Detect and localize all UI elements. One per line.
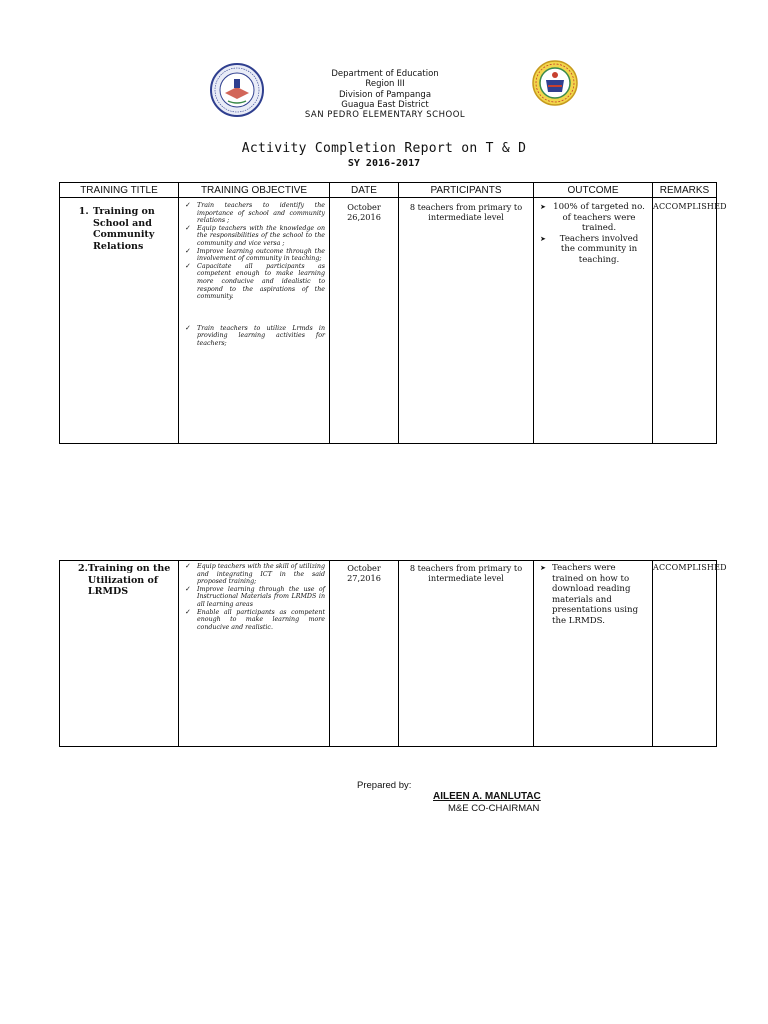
col-header-date: DATE — [330, 183, 399, 198]
col-header-remarks: REMARKS — [653, 183, 717, 198]
participants-cell: 8 teachers from primary to intermediate level — [399, 198, 534, 444]
objective-item: ✓ Improve learning outcome through the involvement of community in teaching; — [197, 248, 325, 263]
training-title-cell — [60, 561, 179, 747]
objective-item: ✓ Enable all participants as competent enough to make learning more conducive and realistic. — [197, 609, 325, 632]
remarks-cell: ACCOMPLISHED — [653, 198, 717, 444]
col-header-outcome: OUTCOME — [534, 183, 653, 198]
outcome-cell — [534, 561, 653, 747]
col-header-title: TRAINING TITLE — [60, 183, 179, 198]
letterhead — [250, 69, 520, 120]
training-title-cell — [60, 198, 179, 444]
objective-item: ✓ Train teachers to utilize Lrmds in providing learning activities for teachers; — [197, 325, 325, 348]
school-year: SY 2016-2017 — [347, 158, 421, 169]
objective-item: ✓ Equip teachers with the knowledge on the responsibilities of the school to the community and vice versa ; — [197, 225, 325, 248]
objective-item: ✓ Train teachers to identify the importance of school and community relations ; — [197, 202, 325, 225]
objectives-cell — [179, 561, 330, 747]
division-line: Division of Pampanga — [338, 89, 432, 100]
department-line: Department of Education — [331, 69, 439, 79]
outcome-item: ➤ 100% of targeted no. of teachers were trained. — [552, 202, 646, 234]
report-table-2 — [59, 560, 727, 747]
outcome-cell — [534, 198, 653, 444]
signatory-position: M&E CO-CHAIRMAN — [448, 803, 540, 814]
col-header-objective: TRAINING OBJECTIVE — [179, 183, 330, 198]
district-line: Guagua East District — [341, 99, 429, 110]
objective-item: ✓ Capacitate all participants as competent enough to make learning more conducive and idealistic to respond to the aspirations of the community. — [197, 263, 325, 301]
table-row — [60, 561, 717, 747]
prepared-by-label: Prepared by: — [357, 780, 412, 791]
outcome-item: ➤ Teachers involved the community in teaching. — [552, 234, 646, 266]
report-title: Activity Completion Report on T & D — [241, 141, 527, 156]
col-header-participants: PARTICIPANTS — [399, 183, 534, 198]
date-cell: October 27,2016 — [330, 561, 399, 747]
participants-cell: 8 teachers from primary to intermediate level — [399, 561, 534, 747]
objective-item: ✓ Improve learning through the use of Instructional Materials from LRMDS in all learning areas — [197, 586, 325, 609]
table-header-row — [60, 183, 717, 198]
report-table-1 — [59, 182, 727, 444]
training-title: 1. Training on School and Community Relations — [92, 206, 174, 252]
objectives-cell — [179, 198, 330, 444]
date-cell: October 26,2016 — [330, 198, 399, 444]
school-line: SAN PEDRO ELEMENTARY SCHOOL — [304, 110, 466, 121]
outcome-item: ➤ Teachers were trained on how to download reading materials and presentations using the LRMDS. — [552, 563, 646, 626]
remarks-cell: ACCOMPLISHED — [653, 561, 717, 747]
objective-item: ✓ Equip teachers with the skill of utilizing and integrating ICT in the said proposed training; — [197, 563, 325, 586]
signatory-name: AILEEN A. MANLUTAC — [433, 791, 541, 802]
training-title: Training on the Utilization of LRMDS — [87, 563, 171, 597]
table-row — [60, 198, 717, 444]
training-number: 2. — [78, 563, 88, 574]
region-line: Region III — [365, 79, 405, 90]
municipal-seal-logo — [532, 60, 578, 106]
